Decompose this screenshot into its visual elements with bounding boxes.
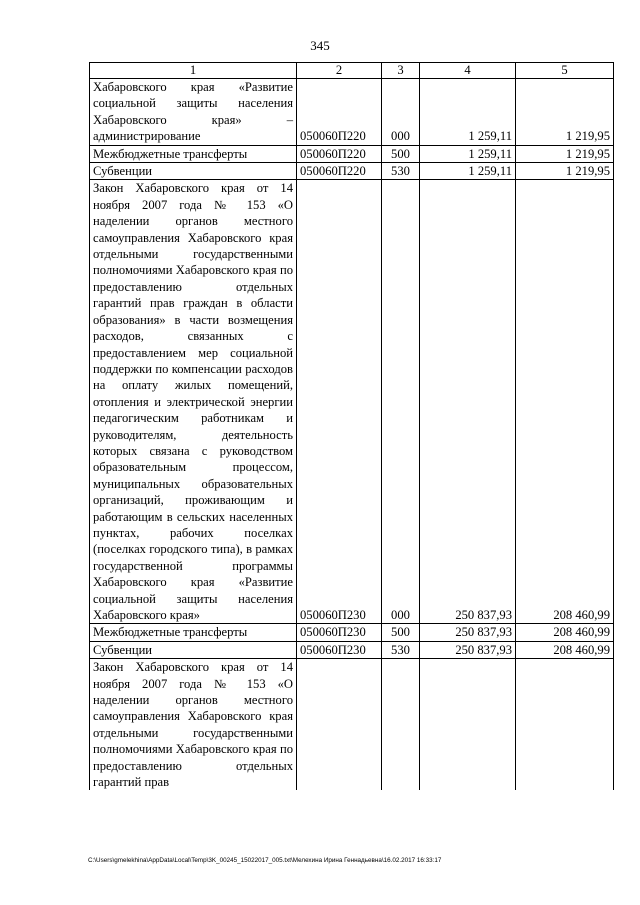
table-row <box>90 641 614 658</box>
header-cell: 4 <box>420 63 516 79</box>
page-number: 345 <box>310 38 330 53</box>
header-cell: 3 <box>382 63 420 79</box>
budget-table <box>89 62 614 790</box>
table-row <box>90 145 614 162</box>
row-type: 530 <box>382 641 420 658</box>
row-name: Межбюджетные трансферты <box>90 145 297 162</box>
row-code <box>297 659 382 791</box>
row-code: 050060П220 <box>297 145 382 162</box>
row-value-2017: 208 460,99 <box>516 641 614 658</box>
row-name: Субвенции <box>90 641 297 658</box>
row-name: Субвенции <box>90 163 297 180</box>
table-row <box>90 624 614 641</box>
row-value-2016: 250 837,93 <box>420 641 516 658</box>
row-value-2016: 250 837,93 <box>420 180 516 624</box>
row-code: 050060П220 <box>297 163 382 180</box>
header-cell: 2 <box>297 63 382 79</box>
table-row <box>90 163 614 180</box>
row-type: 000 <box>382 180 420 624</box>
row-value-2016: 1 259,11 <box>420 79 516 146</box>
header-cell: 5 <box>516 63 614 79</box>
row-value-2017 <box>516 659 614 791</box>
row-code: 050060П230 <box>297 641 382 658</box>
row-value-2017: 1 219,95 <box>516 145 614 162</box>
row-value-2017: 1 219,95 <box>516 79 614 146</box>
row-type: 500 <box>382 624 420 641</box>
row-type <box>382 659 420 791</box>
row-value-2016: 250 837,93 <box>420 624 516 641</box>
row-code: 050060П230 <box>297 624 382 641</box>
row-type: 530 <box>382 163 420 180</box>
row-value-2016: 1 259,11 <box>420 163 516 180</box>
table-row <box>90 79 614 146</box>
header-cell: 1 <box>90 63 297 79</box>
row-type: 500 <box>382 145 420 162</box>
row-name: Закон Хабаровского края от 14 ноября 2007 года № 153 «О наделении органов местного самоуправления Хабаровского края отдельными государственными полномочиями Хабаровского края по предоставлению отдельных гарантий прав граждан в области образования» в части возмещения расходов, связанных с предоставлением мер социальной поддержки по компенсации расходов на оплату жилых помещений, отопления и электрической энергии педагогическим работникам и руководителям, деятельность которых связана с руководством образовательным процессом, муниципальных образовательных организаций, проживающим и работающим в сельских населенных пунктах, рабочих поселках (поселках городского типа), в рамках государственной программы Хабаровского края «Развитие социальной защиты населения Хабаровского края» <box>90 180 297 624</box>
row-code: 050060П220 <box>297 79 382 146</box>
table-row <box>90 180 614 624</box>
row-value-2017: 1 219,95 <box>516 163 614 180</box>
row-value-2017: 208 460,99 <box>516 624 614 641</box>
row-value-2016 <box>420 659 516 791</box>
row-value-2016: 1 259,11 <box>420 145 516 162</box>
file-path-footer: C:\Users\gmelekhina\AppData\Local\Temp\3K_00245_15022017_005.txt\Мелехина Ирина Геннадьевна\16.02.2017 16:33:17 <box>88 857 442 864</box>
row-name: Межбюджетные трансферты <box>90 624 297 641</box>
row-name: Закон Хабаровского края от 14 ноября 2007 года № 153 «О наделении органов местного самоуправления Хабаровского края отдельными государственными полномочиями Хабаровского края по предоставлению отдельных гарантий прав <box>90 659 297 791</box>
row-code: 050060П230 <box>297 180 382 624</box>
table-header-row <box>90 63 614 79</box>
row-name: Хабаровского края «Развитие социальной защиты населения Хабаровского края» – администрирование <box>90 79 297 146</box>
row-value-2017: 208 460,99 <box>516 180 614 624</box>
row-type: 000 <box>382 79 420 146</box>
table-row <box>90 659 614 791</box>
